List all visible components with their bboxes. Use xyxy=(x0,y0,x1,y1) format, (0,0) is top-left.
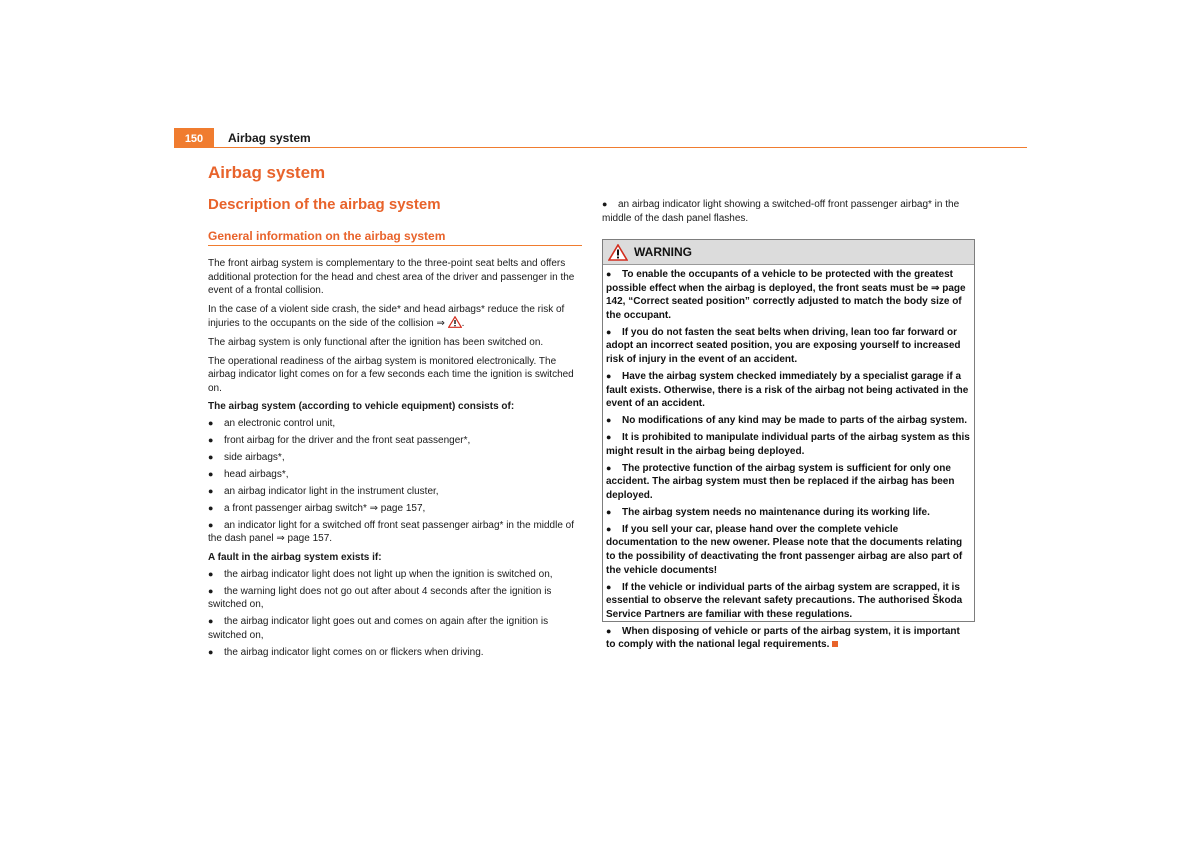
bullet-icon: ● xyxy=(208,434,214,445)
bullet-icon: ● xyxy=(208,568,214,579)
bullet-icon: ● xyxy=(208,468,214,479)
warning-item: ● If you sell your car, please hand over the complete vehicle documentation to the new owener. Please note that the documents relating to the possibility of deactivating the front passenger airbag are also part of the vehicle documents! xyxy=(606,523,963,576)
bullet-icon: ● xyxy=(602,199,608,209)
list-item: ● the airbag indicator light comes on or flickers when driving. xyxy=(208,646,484,658)
paragraph: The operational readiness of the airbag system is monitored electronically. The airbag indicator light comes on for a few seconds each time the ignition is switched on. xyxy=(208,355,574,394)
list-item: ● side airbags*, xyxy=(208,451,285,463)
fault-list-continued: ● an airbag indicator light showing a switched-off front passenger airbag* in the middle of the dash panel flashes. xyxy=(602,199,960,224)
paragraph: The airbag system is only functional after the ignition has been switched on. xyxy=(208,336,544,348)
warning-body xyxy=(603,265,974,652)
warning-item: ● When disposing of vehicle or parts of the airbag system, it is important to comply with the national legal requirements. xyxy=(606,625,960,651)
paragraph: The front airbag system is complementary to the three-point seat belts and offers additional protection for the head and chest area of the driver and passenger in the event of a frontal collision. xyxy=(208,258,575,297)
warning-item: ● If the vehicle or individual parts of the airbag system are scrapped, it is essential to observe the relevant safety precautions. The authorised Škoda Service Partners are familiar with these regulations. xyxy=(606,581,963,620)
bullet-icon: ● xyxy=(208,519,214,530)
warning-triangle-icon[interactable] xyxy=(448,316,462,328)
bullet-icon: ● xyxy=(208,616,214,627)
components-heading: The airbag system (according to vehicle equipment) consists of: xyxy=(208,401,515,413)
warning-item: ● No modifications of any kind may be made to parts of the airbag system. xyxy=(606,415,968,427)
warning-item: ● If you do not fasten the seat belts when driving, lean too far forward or adopt an incorrect seated position, you are exposing yourself to increased risk of injury in the event of an accident. xyxy=(606,326,961,365)
bullet-icon: ● xyxy=(208,485,214,496)
header-divider xyxy=(214,147,1027,148)
bullet-icon: ● xyxy=(606,269,612,279)
bullet-icon: ● xyxy=(606,625,612,636)
warning-header xyxy=(603,240,974,265)
warning-box xyxy=(602,239,975,651)
bullet-icon: ● xyxy=(606,370,612,381)
warning-title: WARNING xyxy=(634,245,692,259)
bullet-icon: ● xyxy=(606,326,612,337)
subsection-divider xyxy=(208,245,582,246)
list-item: ● the warning light does not go out after about 4 seconds after the ignition is switched on, xyxy=(208,585,552,611)
bullet-icon: ● xyxy=(208,585,214,596)
list-item[interactable]: ● an indicator light for a switched off front seat passenger airbag* in the middle of the dash panel ⇒ page 157. xyxy=(208,519,575,545)
warning-triangle-icon xyxy=(608,244,628,261)
page-number: 150 xyxy=(174,128,214,148)
list-item: ● an airbag indicator light in the instrument cluster, xyxy=(208,485,439,497)
page-title: Airbag system xyxy=(208,163,326,182)
warning-item: ● It is prohibited to manipulate individual parts of the airbag system as this might result in the airbag being deployed. xyxy=(606,432,970,457)
list-item: ● the airbag indicator light does not light up when the ignition is switched on, xyxy=(208,568,553,580)
list-item: ● head airbags*, xyxy=(208,468,289,480)
bullet-icon: ● xyxy=(208,646,214,657)
list-item: ● the airbag indicator light goes out and comes on again after the ignition is switched on, xyxy=(208,616,549,641)
list-item: ● an electronic control unit, xyxy=(208,417,336,429)
left-column xyxy=(208,257,582,664)
list-item: ● front airbag for the driver and the front seat passenger*, xyxy=(208,434,471,446)
list-item[interactable]: ● a front passenger airbag switch* ⇒ page 157, xyxy=(208,502,426,514)
bullet-icon: ● xyxy=(606,506,612,517)
warning-item[interactable]: ● To enable the occupants of a vehicle to be protected with the greatest possible effect when the airbag is deployed, the front seats must be ⇒ page 142, “Correct seated position” correctly adjusted to match the body size of the occupant. xyxy=(606,269,966,321)
fault-list xyxy=(208,568,582,660)
running-header: Airbag system xyxy=(228,131,311,145)
bullet-icon: ● xyxy=(208,502,214,513)
warning-item: ● Have the airbag system checked immediately by a specialist garage if a fault exists. Otherwise, there is a risk of the airbag not being activated in the event of an accident. xyxy=(606,370,969,410)
bullet-icon: ● xyxy=(208,451,214,462)
section-title: Description of the airbag system xyxy=(208,196,441,213)
bullet-icon: ● xyxy=(606,432,612,443)
bullet-icon: ● xyxy=(606,523,612,534)
bullet-icon: ● xyxy=(208,417,214,428)
warning-item: ● The airbag system needs no maintenance during its working life. xyxy=(606,506,930,518)
end-square-icon xyxy=(832,641,838,647)
bullet-icon: ● xyxy=(606,581,612,592)
warning-item: ● The protective function of the airbag system is sufficient for only one accident. The airbag system must then be replaced if the airbag has been deployed. xyxy=(606,462,955,501)
subsection-heading: General information on the airbag system xyxy=(208,229,446,243)
paragraph: In the case of a violent side crash, the side* and head airbags* reduce the risk of injuries to the occupants on the side of the collision ⇒ . xyxy=(208,303,565,330)
bullet-icon: ● xyxy=(606,462,612,473)
fault-heading: A fault in the airbag system exists if: xyxy=(208,552,382,564)
components-list xyxy=(208,417,582,546)
bullet-icon: ● xyxy=(606,415,612,426)
